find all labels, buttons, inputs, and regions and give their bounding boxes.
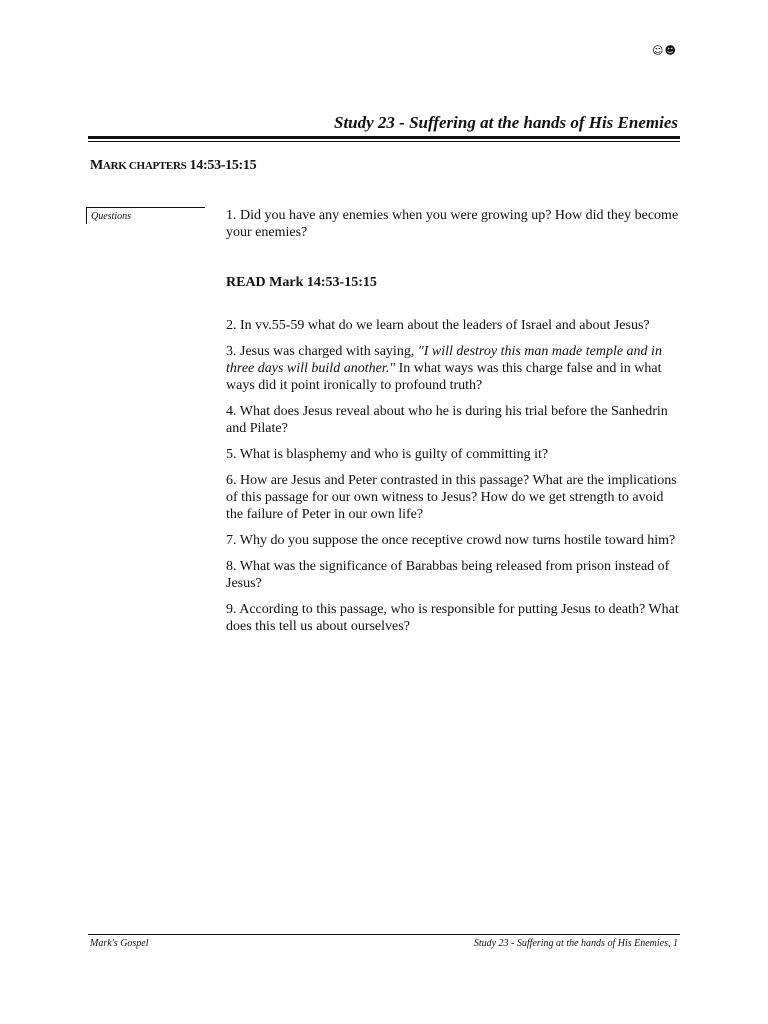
question-6: 6. How are Jesus and Peter contrasted in this passage? What are the implications of this passage for our own witness to Jesus? How do we get strength to avoid the failure of Peter in our own life? bbox=[226, 473, 677, 522]
question-1: 1. Did you have any enemies when you were growing up? How did they become your enemies? bbox=[226, 208, 679, 240]
corner-smiley-mark: ☺☻ bbox=[652, 44, 677, 57]
chapter-heading-reference: 14:53-15:15 bbox=[189, 158, 257, 173]
chapter-heading-smallcaps: ARK CHAPTERS bbox=[102, 160, 187, 172]
question-9: 9. According to this passage, who is responsible for putting Jesus to death? What does this tell us about ourselves? bbox=[226, 602, 679, 634]
question-3-quote: "I will destroy this man made temple and in three days will build another." bbox=[226, 344, 662, 376]
title-rule-thick bbox=[88, 136, 680, 139]
chapter-heading-initial: M bbox=[90, 158, 103, 173]
question-8: 8. What was the significance of Barabbas being released from prison instead of Jesus? bbox=[226, 559, 670, 591]
footer-rule bbox=[88, 934, 680, 935]
question-3-prefix: 3. Jesus was charged with saying, bbox=[226, 344, 418, 359]
read-instruction: READ Mark 14:53-15:15 bbox=[226, 275, 377, 290]
question-2: 2. In vv.55-59 what do we learn about the leaders of Israel and about Jesus? bbox=[226, 318, 650, 333]
question-3 bbox=[226, 343, 682, 394]
chapter-heading bbox=[90, 158, 256, 174]
questions-label: Questions bbox=[91, 211, 131, 222]
questions-content bbox=[226, 207, 682, 644]
title-rule-thin bbox=[88, 141, 680, 142]
footer-page-label: Study 23 - Suffering at the hands of His Enemies, 1 bbox=[473, 938, 678, 949]
question-4: 4. What does Jesus reveal about who he is during his trial before the Sanhedrin and Pilate? bbox=[226, 404, 668, 436]
footer-book-title: Mark's Gospel bbox=[90, 938, 149, 949]
question-3-suffix: In what ways was this charge false and in what ways did it point ironically to profound truth? bbox=[226, 361, 662, 393]
question-7: 7. Why do you suppose the once receptive crowd now turns hostile toward him? bbox=[226, 533, 676, 548]
question-5: 5. What is blasphemy and who is guilty of committing it? bbox=[226, 447, 549, 462]
study-title: Study 23 - Suffering at the hands of His Enemies bbox=[334, 113, 678, 132]
